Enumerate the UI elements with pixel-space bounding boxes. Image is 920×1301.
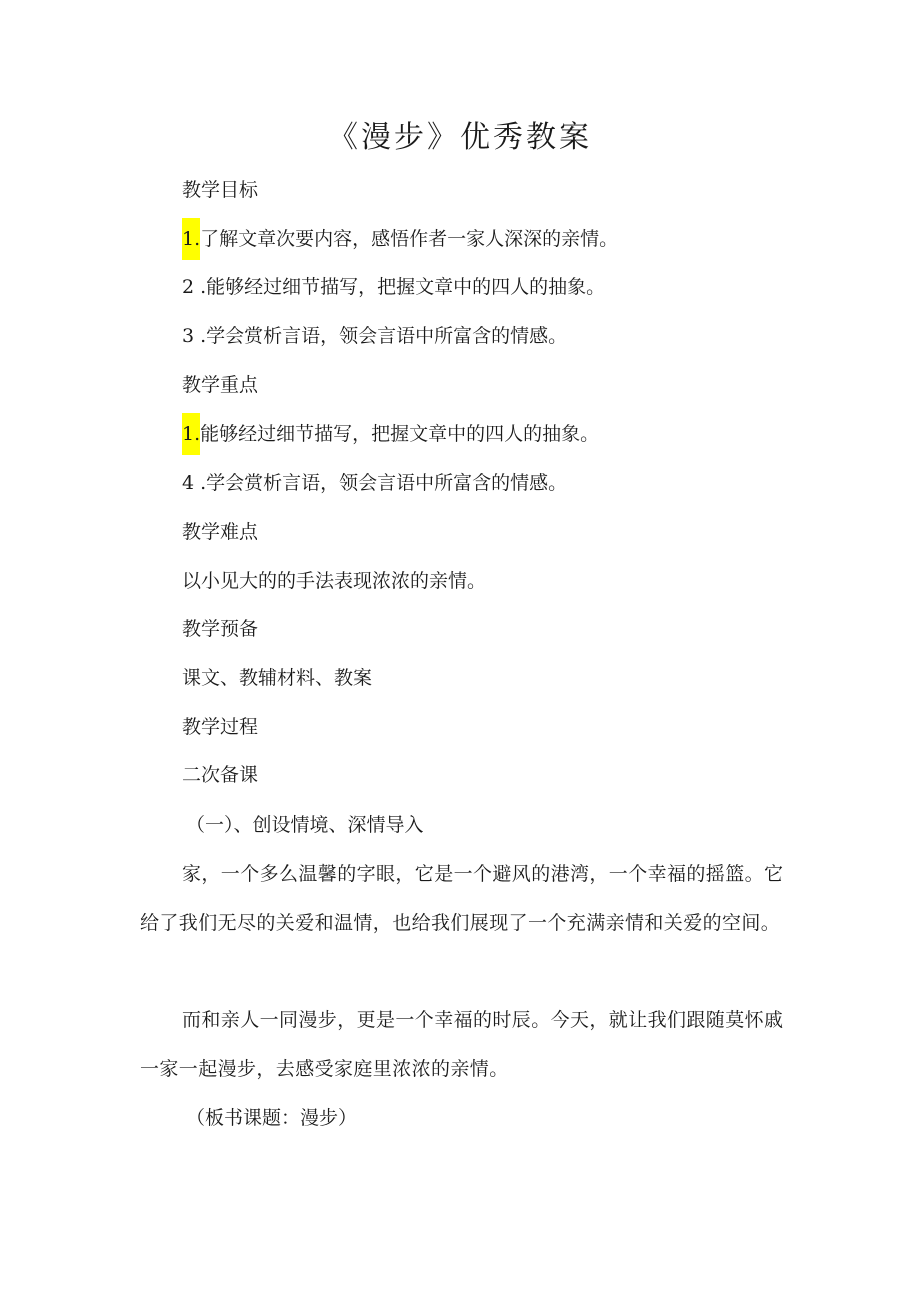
intro-paragraph-1: 家，一个多么温馨的字眼，它是一个避风的港湾，一个幸福的摇篮。它给了我们无尽的关爱和温情，也给我们展现了一个充满亲情和关爱的空间。 — [140, 863, 784, 934]
objective-1-number: 1. — [182, 218, 200, 260]
board-note: （板书课题：漫步） — [186, 1107, 358, 1129]
process-heading: 教学过程 — [182, 716, 259, 738]
key-point-item-2 — [182, 468, 567, 498]
objectives-heading: 教学目标 — [182, 179, 259, 201]
objective-2-number: 2 . — [182, 276, 207, 298]
key-point-1-number: 1. — [182, 413, 200, 455]
intro-paragraph-2: 而和亲人一同漫步，更是一个幸福的时辰。今天，就让我们跟随莫怀戚一家一起漫步，去感受家庭里浓浓的亲情。 — [140, 1009, 784, 1080]
step-1-heading: （一）、创设情境、深情导入 — [186, 814, 424, 836]
key-point-2-number: 4 . — [182, 472, 207, 494]
preparation-heading: 教学预备 — [182, 618, 259, 640]
difficulty-heading: 教学难点 — [182, 521, 259, 543]
difficulty-text: 以小见大的的手法表现浓浓的亲情。 — [182, 570, 487, 592]
objective-3-text: 学会赏析言语，领会言语中所富含的情感。 — [206, 325, 568, 347]
page-title: 《漫步》优秀教案 — [328, 120, 592, 155]
objective-item-2 — [182, 272, 605, 302]
objective-item-1 — [182, 224, 618, 254]
objective-3-number: 3 . — [182, 325, 207, 347]
objective-1-text: 了解文章次要内容，感悟作者一家人深深的亲情。 — [200, 228, 619, 250]
key-point-2-text: 学会赏析言语，领会言语中所富含的情感。 — [206, 472, 568, 494]
key-points-heading: 教学重点 — [182, 374, 259, 396]
key-point-item-1 — [182, 419, 599, 449]
objective-item-3 — [182, 321, 567, 351]
key-point-1-text: 能够经过细节描写，把握文章中的四人的抽象。 — [200, 423, 600, 445]
preparation-text: 课文、教辅材料、教案 — [182, 667, 373, 689]
process-subheading: 二次备课 — [182, 764, 259, 786]
objective-2-text: 能够经过细节描写，把握文章中的四人的抽象。 — [206, 276, 606, 298]
